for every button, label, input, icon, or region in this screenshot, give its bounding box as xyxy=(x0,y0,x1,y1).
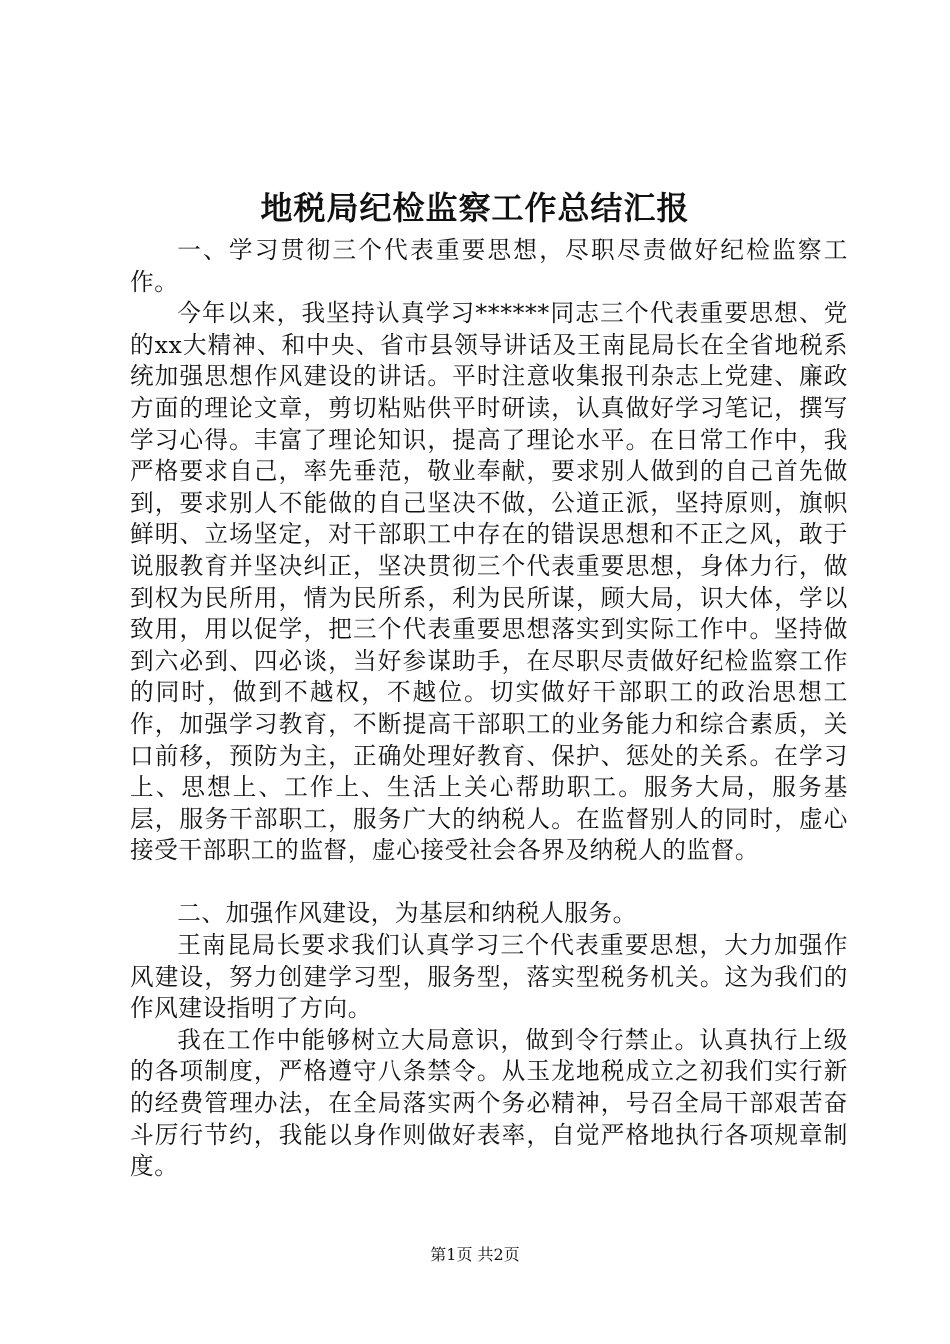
section-heading-2: 二、加强作风建设，为基层和纳税人服务。 xyxy=(177,899,637,928)
document-body xyxy=(130,235,848,1183)
document-title: 地税局纪检监察工作总结汇报 xyxy=(260,189,690,227)
body-paragraph-1: 今年以来，我坚持认真学习******同志三个代表重要思想、党的xx大精神、和中央、省市县领导讲话及王南昆局长在全省地税系统加强思想作风建设的讲话。平时注意收集报刊杂志上党建、廉政方面的理论文章，剪切粘贴供平时研读，认真做好学习笔记，撰写学习心得。丰富了理论知识，提高了理论水平。在日常工作中，我严格要求自己，率先垂范，敬业奉献，要求别人做到的自己首先做到，要求别人不能做的自己坚决不做，公道正派，坚持原则，旗帜鲜明、立场坚定，对干部职工中存在的错误思想和不正之风，敢于说服教育并坚决纠正，坚决贯彻三个代表重要思想，身体力行，做到权为民所用，情为民所系，利为民所谋，顾大局，识大体，学以致用，用以促学，把三个代表重要思想落实到实际工作中。坚持做到六必到、四必谈，当好参谋助手，在尽职尽责做好纪检监察工作的同时，做到不越权，不越位。切实做好干部职工的政治思想工作，加强学习教育，不断提高干部职工的业务能力和综合素质，关口前移，预防为主，正确处理好教育、保护、惩处的关系。在学习上、思想上、工作上、生活上关心帮助职工。服务大局，服务基层，服务干部职工，服务广大的纳税人。在监督别人的同时，虚心接受干部职工的监督，虚心接受社会各界及纳税人的监督。 xyxy=(130,299,848,865)
section-heading-1: 一、学习贯彻三个代表重要思想，尽职尽责做好纪检监察工作。 xyxy=(130,236,848,296)
body-paragraph-3: 我在工作中能够树立大局意识，做到令行禁止。认真执行上级的各项制度，严格遵守八条禁令。从玉龙地税成立之初我们实行新的经费管理办法，在全局落实两个务必精神，号召全局干部艰苦奋斗厉行节约，我能以身作则做好表率，自觉严格地执行各项规章制度。 xyxy=(130,1025,848,1181)
body-paragraph-2: 王南昆局长要求我们认真学习三个代表重要思想，大力加强作风建设，努力创建学习型，服务型，落实型税务机关。这为我们的作风建设指明了方向。 xyxy=(130,931,848,1023)
page-footer: 第1页 共2页 xyxy=(430,1245,520,1264)
